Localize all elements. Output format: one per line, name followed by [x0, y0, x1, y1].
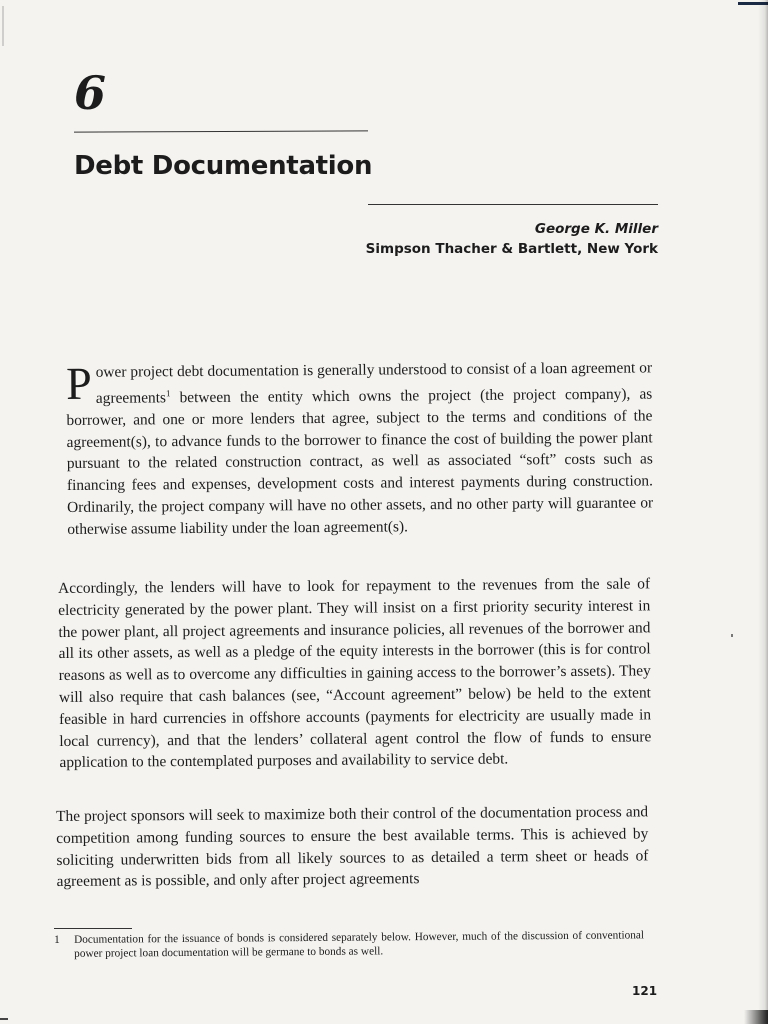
author-rule	[368, 204, 658, 205]
drop-cap: P	[65, 357, 92, 409]
scan-edge-mark	[2, 6, 4, 46]
footnote-number: 1	[54, 933, 60, 946]
paragraph-1-rest: company), as borrower, and one or more lenders that agree, subject to the terms and conditions of the agreement(s), to advance funds to the borrower to finance the cost of building the power plant pursuant to the related construction contract, as well as associated “soft” costs such as financing fees and expenses, development costs and interest payments during construction. Ordinarily, the project company will have no other assets, and no other party will guarantee or otherwise assume liability under the loan agreement(s).	[66, 385, 654, 538]
chapter-title: Debt Documentation	[74, 151, 373, 181]
paragraph-1-line-2b: between the entity which owns the project (the project	[179, 386, 556, 407]
footnote-rule	[54, 928, 132, 929]
footnote-ref: 1	[165, 387, 171, 399]
author-affiliation: Simpson Thacher & Bartlett, New York	[365, 241, 658, 257]
footnote	[54, 929, 644, 961]
author-block	[366, 219, 658, 259]
author-name: George K. Miller	[534, 221, 658, 237]
chapter-rule	[74, 130, 368, 132]
footnote-text: Documentation for the issuance of bonds is considered separately below. However, much of the discussion of conventional power project loan documentation will be germane to bonds as well.	[73, 929, 645, 960]
scan-mark-bottom-right	[744, 1010, 768, 1024]
paragraph-2: Accordingly, the lenders will have to look for repayment to the revenues from the sale of electricity generated by the power plant. They will insist on a first priority security interest in the power plant, all project agreements and insurance policies, all revenues of the borrower and all its other assets, as well as a pledge of the equity interests in the borrower (this is for control reasons as well as to overcome any difficulties in gaining access to the borrower’s assets). They will also require that cash balances (see, “Account agreement” below) be held to the extent feasible in hard currencies in offshore accounts (payments for electricity are usually made in local currency), and that the lenders’ collateral agent control the flow of funds to ensure application to the contemplated purposes and availability to service debt.	[58, 575, 652, 772]
scan-speck	[731, 634, 733, 637]
scan-mark-bottom-left	[0, 1018, 8, 1020]
page-number: 121	[632, 984, 658, 998]
paragraph-3: The project sponsors will seek to maximize both their control of the documentation process and competition among funding sources to ensure the best available terms. This is achieved by soliciting underwritten bids from all likely sources to as detailed a term sheet or heads of agreement as is possible, and only after project agreements	[56, 803, 649, 891]
chapter-number: 6	[74, 66, 107, 120]
paragraph-1	[66, 357, 653, 540]
paragraph-1-line-2: agreement or agreements	[95, 359, 653, 407]
page-edge-shadow	[758, 0, 768, 1024]
paragraph-1-line-1: ower project debt documentation is generally understood to consist of a loan	[95, 360, 568, 381]
